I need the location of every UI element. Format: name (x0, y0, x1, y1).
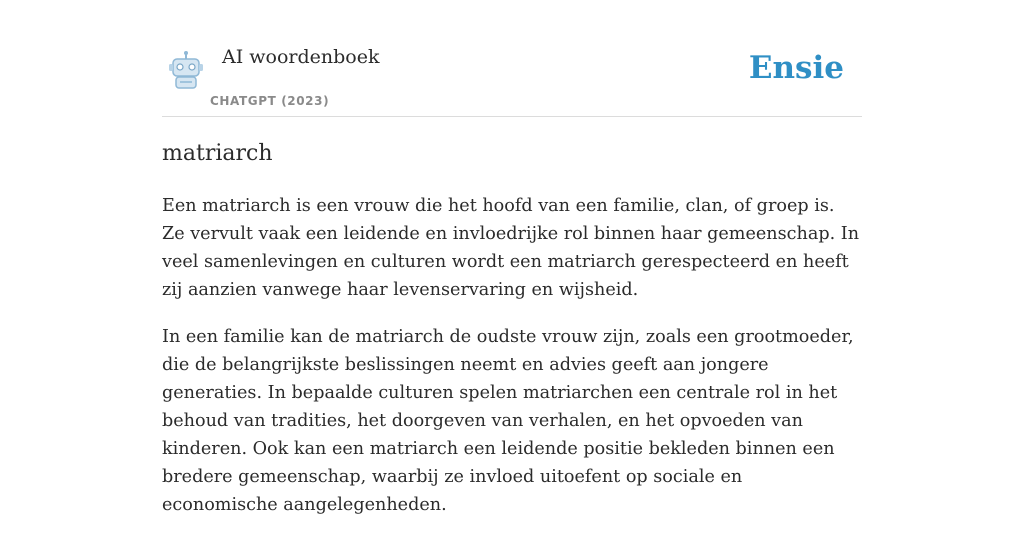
entry-definition (162, 192, 862, 538)
robot-icon (166, 50, 206, 90)
page-container (162, 0, 862, 515)
header (162, 0, 862, 117)
definition-paragraph: In een familie kan de matriarch de oudste vrouw zijn, zoals een grootmoeder, die de belangrijkste beslissingen neemt en advies geeft aan jongere generaties. In bepaalde culturen spelen matriarchen een centrale rol in het behoud van tradities, het doorgeven van verhalen, en het opvoeden van kinderen. Ook kan een matriarch een leidende positie bekleden binnen een bredere gemeenschap, waarbij ze invloed uitoefent op sociale en economische aangelegenheden. (162, 327, 854, 515)
definition-paragraph: Een matriarch is een vrouw die het hoofd van een familie, clan, of groep is. Ze vervult vaak een leidende en invloedrijke rol binnen haar gemeenschap. In veel samenlevingen en culturen wordt een matriarch gerespecteerd en heeft zij aanzien vanwege haar levenservaring en wijsheid. (162, 196, 860, 300)
entry-term: matriarch (162, 141, 273, 166)
brand-logo-link[interactable]: Ensie (748, 50, 844, 86)
source-subtitle: CHATGPT (2023) (210, 94, 330, 108)
source-name: AI woordenboek (222, 46, 380, 68)
